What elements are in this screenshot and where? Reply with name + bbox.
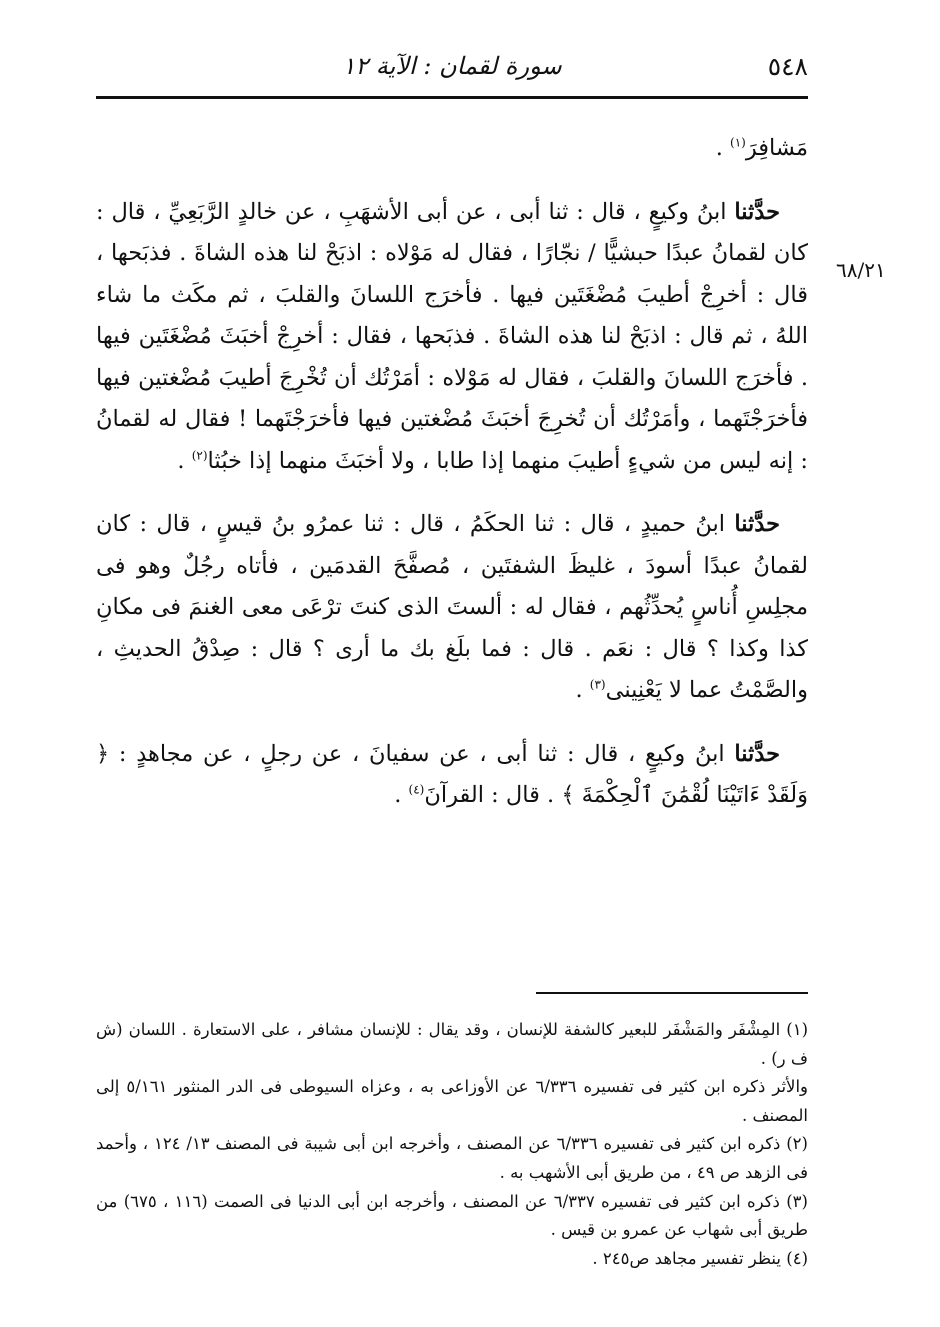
footnote-3: (٣) ذكره ابن كثير فى تفسيره ٦/٣٣٧ عن المصنف ، وأخرجه ابن أبى الدنيا فى الصمت (١١٦ ، ٦٧٥) من طريق أبى شهاب عن عمرو بن قيس .	[96, 1191, 808, 1240]
footnotes	[96, 1016, 808, 1273]
paragraph-3	[96, 734, 808, 817]
paragraph-0-text: مَشافِرَ	[745, 135, 808, 161]
paragraph-3-end: .	[394, 782, 409, 808]
footnote-ref-1[interactable]: (١)	[730, 135, 746, 150]
main-text	[96, 128, 808, 839]
footnote-ref-4[interactable]: (٤)	[408, 782, 425, 797]
paragraph-2-end: .	[575, 677, 590, 703]
footnote-4: (٤) ينظر تفسير مجاهد ص٢٤٥ .	[592, 1248, 808, 1268]
footnote-2: (٢) ذكره ابن كثير فى تفسيره ٦/٣٣٦ عن المصنف ، وأخرجه ابن أبى شيبة فى المصنف ١٣/ ١٢٤ ، وأحمد فى الزهد ص ٤٩ ، من طريق أبى الأشهب به .	[96, 1134, 808, 1182]
page-header	[96, 48, 808, 88]
paragraph-1-text: ابنُ وكيعٍ ، قال : ثنا أبى ، عن أبى الأشهَبِ ، عن خالدٍ الرَّبَعِيِّ ، قال : كان لقمانُ عبدًا حبشيًّا / نجّارًا ، فقال له مَوْلاه : اذبَحْ لنا هذه الشاةَ . فذبَحها ، قال : أخرِجْ أطيبَ مُضْغَتَين فيها . فأخرَج اللسانَ والقلبَ ، ثم مكَث ما شاء اللهُ ، ثم قال : اذبَحْ لنا هذه الشاةَ . فذبَحها ، فقال : أخرِجْ أخبَثَ مُضْغَتَين فيها . فأخرَج اللسانَ والقلبَ ، فقال له مَوْلاه : أمَرْتُك أن تُخْرِجَ أطيبَ مُضْغتين فيها فأخرَجْتَهما ، وأمَرْتُك أن تُخرِجَ أخبَثَ مُضْغتين فيها فأخرَجْتَهما ! فقال له لقمانُ : إنه ليس من شيءٍ أطيبَ منهما إذا طابا ، ولا أخبَثَ منهما إذا خبُثا	[96, 198, 808, 474]
paragraph-2-text: ابنُ حميدٍ ، قال : ثنا الحكَمُ ، قال : ثنا عمرُو بنُ قيسٍ ، قال : كان لقمانُ عبدًا أسودَ ، غليظَ الشفتَين ، مُصفَّحَ القدمَين ، فأتاه رجُلٌ وهو فى مجلِسِ أُناسٍ يُحدِّثُهم ، فقال له : ألستَ الذى كنتَ ترْعَى معى الغنمَ فى مكانِ كذا وكذا ؟ قال : نعَم . قال : فما بلَغ بك ما أرى ؟ قال : صِدْقُ الحديثِ ، والصَّمْتُ عما لا يَعْنِينى	[96, 511, 808, 703]
paragraph-1-lead: حدَّثنا	[734, 198, 780, 225]
footnote-1-continued: والأثر ذكره ابن كثير فى تفسيره ٦/٣٣٦ عن الأوزاعى به ، وعزاه السيوطى فى الدر المنثور ٥/١٦١ إلى المصنف .	[96, 1077, 808, 1125]
footnote-ref-3[interactable]: (٣)	[589, 677, 606, 692]
footnote-ref-2[interactable]: (٢)	[191, 448, 208, 462]
footnote-rule	[536, 992, 808, 994]
paragraph-0	[96, 128, 808, 170]
paragraph-3-lead: حدَّثنا	[734, 740, 780, 767]
paragraph-1	[96, 192, 808, 483]
page-number: ٥٤٨	[767, 52, 808, 81]
paragraph-2-lead: حدَّثنا	[734, 511, 780, 537]
header-rule	[96, 96, 808, 99]
paragraph-0-end: .	[715, 135, 731, 161]
paragraph-3-text: ابنُ وكيعٍ ، قال : ثنا أبى ، عن سفيانَ ، عن رجلٍ ، عن مجاهدٍ : ﴿ وَلَقَدْ ءَاتَيْنَا لُقْمَٰنَ ٱلْحِكْمَةَ ﴾ . قال : القرآنَ	[96, 740, 808, 808]
paragraph-2	[96, 504, 808, 712]
running-title: سورة لقمان : الآية ١٢	[342, 52, 562, 80]
paragraph-1-end: .	[177, 447, 192, 474]
margin-reference: ٦٨/٢١	[836, 258, 886, 282]
footnote-1: (١) المِشْفَر والمَشْفَر للبعير كالشفة للإنسان ، وقد يقال : للإنسان مشافر ، على الاستعارة . اللسان (ش ف ر) .	[96, 1020, 808, 1068]
